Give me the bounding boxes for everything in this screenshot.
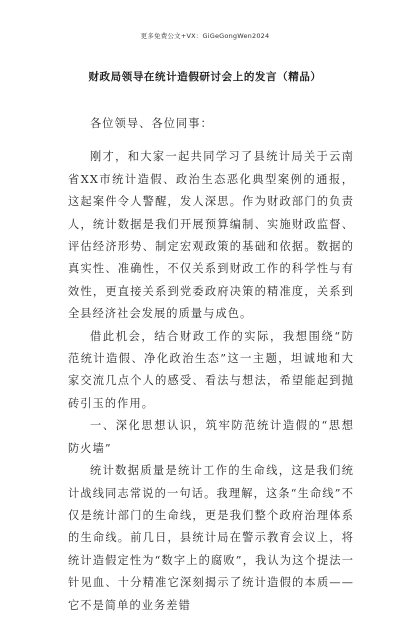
salutation: 各位领导、各位同事： [90,117,213,130]
document-body [68,113,354,617]
paragraph: 借此机会，结合财政工作的实际，我想围绕“防范统计造假、净化政治生态”这一主题，坦诚地和大家交流几点个人的感受、看法与想法，希望能起到抛砖引玉的作用。 [68,329,354,410]
section-heading: 一、深化思想认识，筑牢防范统计造假的“思想防火墙” [68,419,354,455]
document-title: 财政局领导在统计造假研讨会上的发言（精品） [88,71,322,83]
paragraph: 刚才，和大家一起共同学习了县统计局关于云南省XX市统计造假、政治生态恶化典型案例的通报，这起案件令人警醒，发人深思。作为财政部门的负责人，统计数据是我们开展预算编制、实施财政监督、评估经济形势、制定宏观政策的基础和依据。数据的真实性、准确性，不仅关系到财政工作的科学性与有效性，更直接关系到党委政府决策的精准度，关系到全县经济社会发展的质量与成色。 [68,150,354,321]
header-note: 更多免费公文+VX：GiGeGongWen2024 [140,32,270,40]
paragraph: 统计数据质量是统计工作的生命线，这是我们统计战线同志常说的一句话。我理解，这条“生命线”不仅是统计部门的生命线，更是我们整个政府治理体系的生命线。前几日，县统计局在警示教育会议上，将统计造假定性为“数字上的腐败”，我认为这个提法一针见血、十分精准它深刻揭示了统计造假的本质——它不是简单的业务差错 [68,464,354,612]
